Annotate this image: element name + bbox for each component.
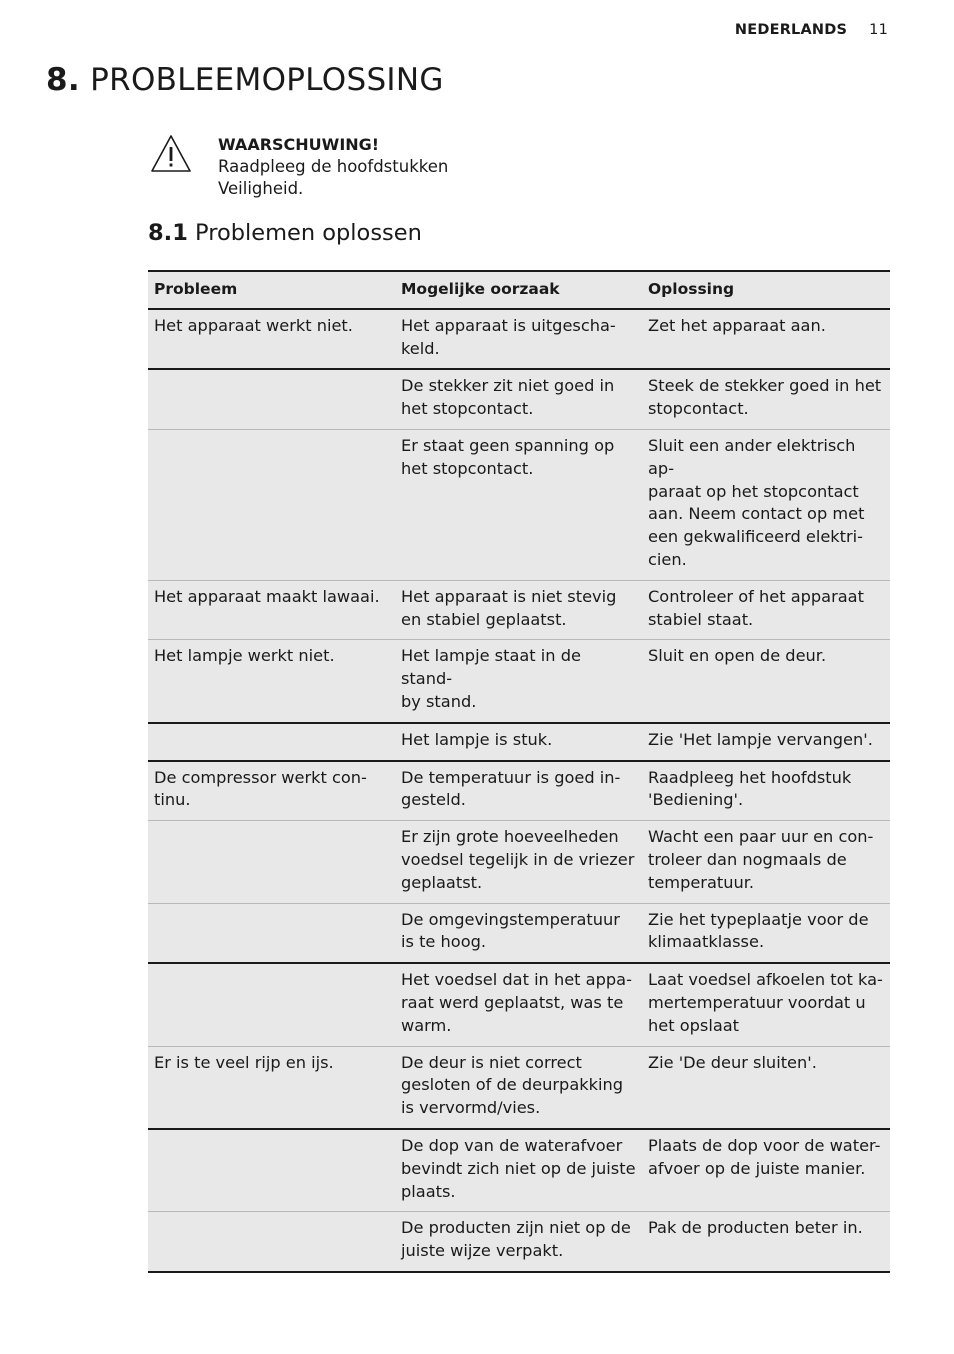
cause-cell xyxy=(395,1212,642,1272)
cause-cell-line: Het voedsel dat in het appa- xyxy=(401,970,632,990)
solution-cell-line: 'Bediening'. xyxy=(648,790,744,810)
cause-cell xyxy=(395,309,642,370)
solution-cell-line: Raadpleeg het hoofdstuk xyxy=(648,767,852,787)
warning-box xyxy=(150,134,448,200)
cause-cell-line: plaats. xyxy=(401,1181,456,1201)
solution-cell-line: Zet het apparaat aan. xyxy=(648,315,826,335)
solution-cell-line: temperatuur. xyxy=(648,872,755,892)
solution-cell-line: troleer dan nogmaals de xyxy=(648,849,847,869)
section-title xyxy=(148,220,422,246)
solution-cell-line: Sluit en open de deur. xyxy=(648,646,827,666)
warning-text xyxy=(218,134,448,200)
column-header-cause: Mogelijke oorzaak xyxy=(395,271,642,309)
solution-cell-line: stabiel staat. xyxy=(648,609,754,629)
cause-cell-line: het stopcontact. xyxy=(401,458,534,478)
problem-cell xyxy=(148,723,395,761)
solution-cell xyxy=(642,369,890,429)
section-title-text: Problemen oplossen xyxy=(195,220,422,246)
solution-cell-line: cien. xyxy=(648,549,687,569)
cause-cell-line: Het lampje is stuk. xyxy=(401,729,553,749)
problem-cell-line: Het apparaat werkt niet. xyxy=(154,315,353,335)
table-row xyxy=(148,963,890,1046)
solution-cell-line: het opslaat xyxy=(648,1015,740,1035)
solution-cell xyxy=(642,821,890,903)
table-row xyxy=(148,821,890,903)
solution-cell-line: mertemperatuur voordat u xyxy=(648,992,866,1012)
table-row xyxy=(148,429,890,580)
solution-cell xyxy=(642,903,890,963)
solution-cell xyxy=(642,1129,890,1212)
solution-cell xyxy=(642,429,890,580)
troubleshooting-table xyxy=(148,270,890,1273)
cause-cell xyxy=(395,369,642,429)
solution-cell-line: Steek de stekker goed in het xyxy=(648,376,882,396)
problem-cell-line: Er is te veel rijp en ijs. xyxy=(154,1052,334,1072)
problem-cell-line: De compressor werkt con- xyxy=(154,767,367,787)
warning-line: Raadpleeg de hoofdstukken xyxy=(218,157,449,176)
solution-cell-line: Zie het typeplaatje voor de xyxy=(648,909,869,929)
cause-cell-line: is vervormd/vies. xyxy=(401,1098,541,1118)
solution-cell xyxy=(642,1212,890,1272)
cause-cell-line: voedsel tegelijk in de vriezer xyxy=(401,849,635,869)
problem-cell xyxy=(148,761,395,821)
solution-cell xyxy=(642,580,890,640)
chapter-title-text: PROBLEEMOPLOSSING xyxy=(90,62,444,98)
cause-cell-line: De producten zijn niet op de xyxy=(401,1218,631,1238)
solution-cell-line: Sluit een ander elektrisch ap- xyxy=(648,435,856,478)
solution-cell-line: stopcontact. xyxy=(648,399,749,419)
problem-cell xyxy=(148,580,395,640)
cause-cell xyxy=(395,723,642,761)
table-row xyxy=(148,1046,890,1129)
table-body xyxy=(148,309,890,1272)
solution-cell-line: Controleer of het apparaat xyxy=(648,586,864,606)
table-row xyxy=(148,640,890,723)
solution-cell xyxy=(642,963,890,1046)
cause-cell xyxy=(395,821,642,903)
cause-cell-line: keld. xyxy=(401,338,440,358)
solution-cell-line: Zie 'Het lampje vervangen'. xyxy=(648,729,873,749)
problem-cell-line: Het apparaat maakt lawaai. xyxy=(154,586,380,606)
cause-cell-line: en stabiel geplaatst. xyxy=(401,609,567,629)
cause-cell-line: gesteld. xyxy=(401,790,466,810)
cause-cell-line: De omgevingstemperatuur xyxy=(401,909,620,929)
cause-cell-line: Er staat geen spanning op xyxy=(401,435,615,455)
problem-cell xyxy=(148,369,395,429)
chapter-title xyxy=(46,62,444,98)
solution-cell-line: klimaatklasse. xyxy=(648,932,765,952)
cause-cell-line: Er zijn grote hoeveelheden xyxy=(401,827,619,847)
solution-cell-line: Pak de producten beter in. xyxy=(648,1218,863,1238)
cause-cell-line: by stand. xyxy=(401,691,477,711)
table-header-row xyxy=(148,271,890,309)
column-header-problem: Probleem xyxy=(148,271,395,309)
section-number: 8.1 xyxy=(148,220,188,246)
cause-cell-line: warm. xyxy=(401,1015,452,1035)
cause-cell xyxy=(395,1129,642,1212)
warning-title: WAARSCHUWING! xyxy=(218,135,380,154)
column-header-solution: Oplossing xyxy=(642,271,890,309)
cause-cell-line: De deur is niet correct xyxy=(401,1052,582,1072)
cause-cell-line: Het apparaat is niet stevig xyxy=(401,586,617,606)
solution-cell-line: Plaats de dop voor de water- xyxy=(648,1135,881,1155)
problem-cell xyxy=(148,1046,395,1129)
page-number: 11 xyxy=(869,22,888,38)
cause-cell-line: Het apparaat is uitgescha- xyxy=(401,315,616,335)
running-header xyxy=(735,22,888,38)
problem-cell xyxy=(148,1212,395,1272)
cause-cell-line: gesloten of de deurpakking xyxy=(401,1075,624,1095)
table-row xyxy=(148,1129,890,1212)
table-row xyxy=(148,723,890,761)
problem-cell xyxy=(148,821,395,903)
cause-cell-line: het stopcontact. xyxy=(401,399,534,419)
cause-cell xyxy=(395,640,642,723)
cause-cell-line: bevindt zich niet op de juiste xyxy=(401,1158,636,1178)
problem-cell xyxy=(148,963,395,1046)
problem-cell-line: Het lampje werkt niet. xyxy=(154,646,335,666)
cause-cell xyxy=(395,903,642,963)
problem-cell xyxy=(148,640,395,723)
table-row xyxy=(148,369,890,429)
cause-cell-line: De dop van de waterafvoer xyxy=(401,1135,623,1155)
solution-cell-line: een gekwalificeerd elektri- xyxy=(648,527,864,547)
header-language: NEDERLANDS xyxy=(734,22,848,38)
solution-cell-line: Laat voedsel afkoelen tot ka- xyxy=(648,970,883,990)
cause-cell-line: Het lampje staat in de stand- xyxy=(401,646,581,689)
cause-cell-line: De temperatuur is goed in- xyxy=(401,767,621,787)
cause-cell xyxy=(395,963,642,1046)
cause-cell-line: De stekker zit niet goed in xyxy=(401,376,615,396)
solution-cell-line: afvoer op de juiste manier. xyxy=(648,1158,866,1178)
cause-cell-line: juiste wijze verpakt. xyxy=(401,1241,564,1261)
solution-cell-line: paraat op het stopcontact xyxy=(648,481,859,501)
cause-cell-line: is te hoog. xyxy=(401,932,487,952)
table-row xyxy=(148,580,890,640)
cause-cell xyxy=(395,429,642,580)
solution-cell-line: aan. Neem contact op met xyxy=(648,504,865,524)
table-row xyxy=(148,309,890,370)
cause-cell-line: geplaatst. xyxy=(401,872,483,892)
cause-cell xyxy=(395,580,642,640)
problem-cell xyxy=(148,1129,395,1212)
solution-cell-line: Wacht een paar uur en con- xyxy=(648,827,874,847)
solution-cell xyxy=(642,723,890,761)
cause-cell-line: raat werd geplaatst, was te xyxy=(401,992,624,1012)
chapter-number: 8. xyxy=(46,62,80,98)
cause-cell xyxy=(395,1046,642,1129)
solution-cell xyxy=(642,761,890,821)
solution-cell xyxy=(642,1046,890,1129)
warning-line: Veiligheid. xyxy=(218,179,304,198)
table-row xyxy=(148,903,890,963)
cause-cell xyxy=(395,761,642,821)
problem-cell-line: tinu. xyxy=(154,790,191,810)
table-row xyxy=(148,761,890,821)
problem-cell xyxy=(148,429,395,580)
solution-cell xyxy=(642,640,890,723)
warning-triangle-icon xyxy=(150,134,192,174)
solution-cell-line: Zie 'De deur sluiten'. xyxy=(648,1052,817,1072)
problem-cell xyxy=(148,309,395,370)
solution-cell xyxy=(642,309,890,370)
table-row xyxy=(148,1212,890,1272)
problem-cell xyxy=(148,903,395,963)
